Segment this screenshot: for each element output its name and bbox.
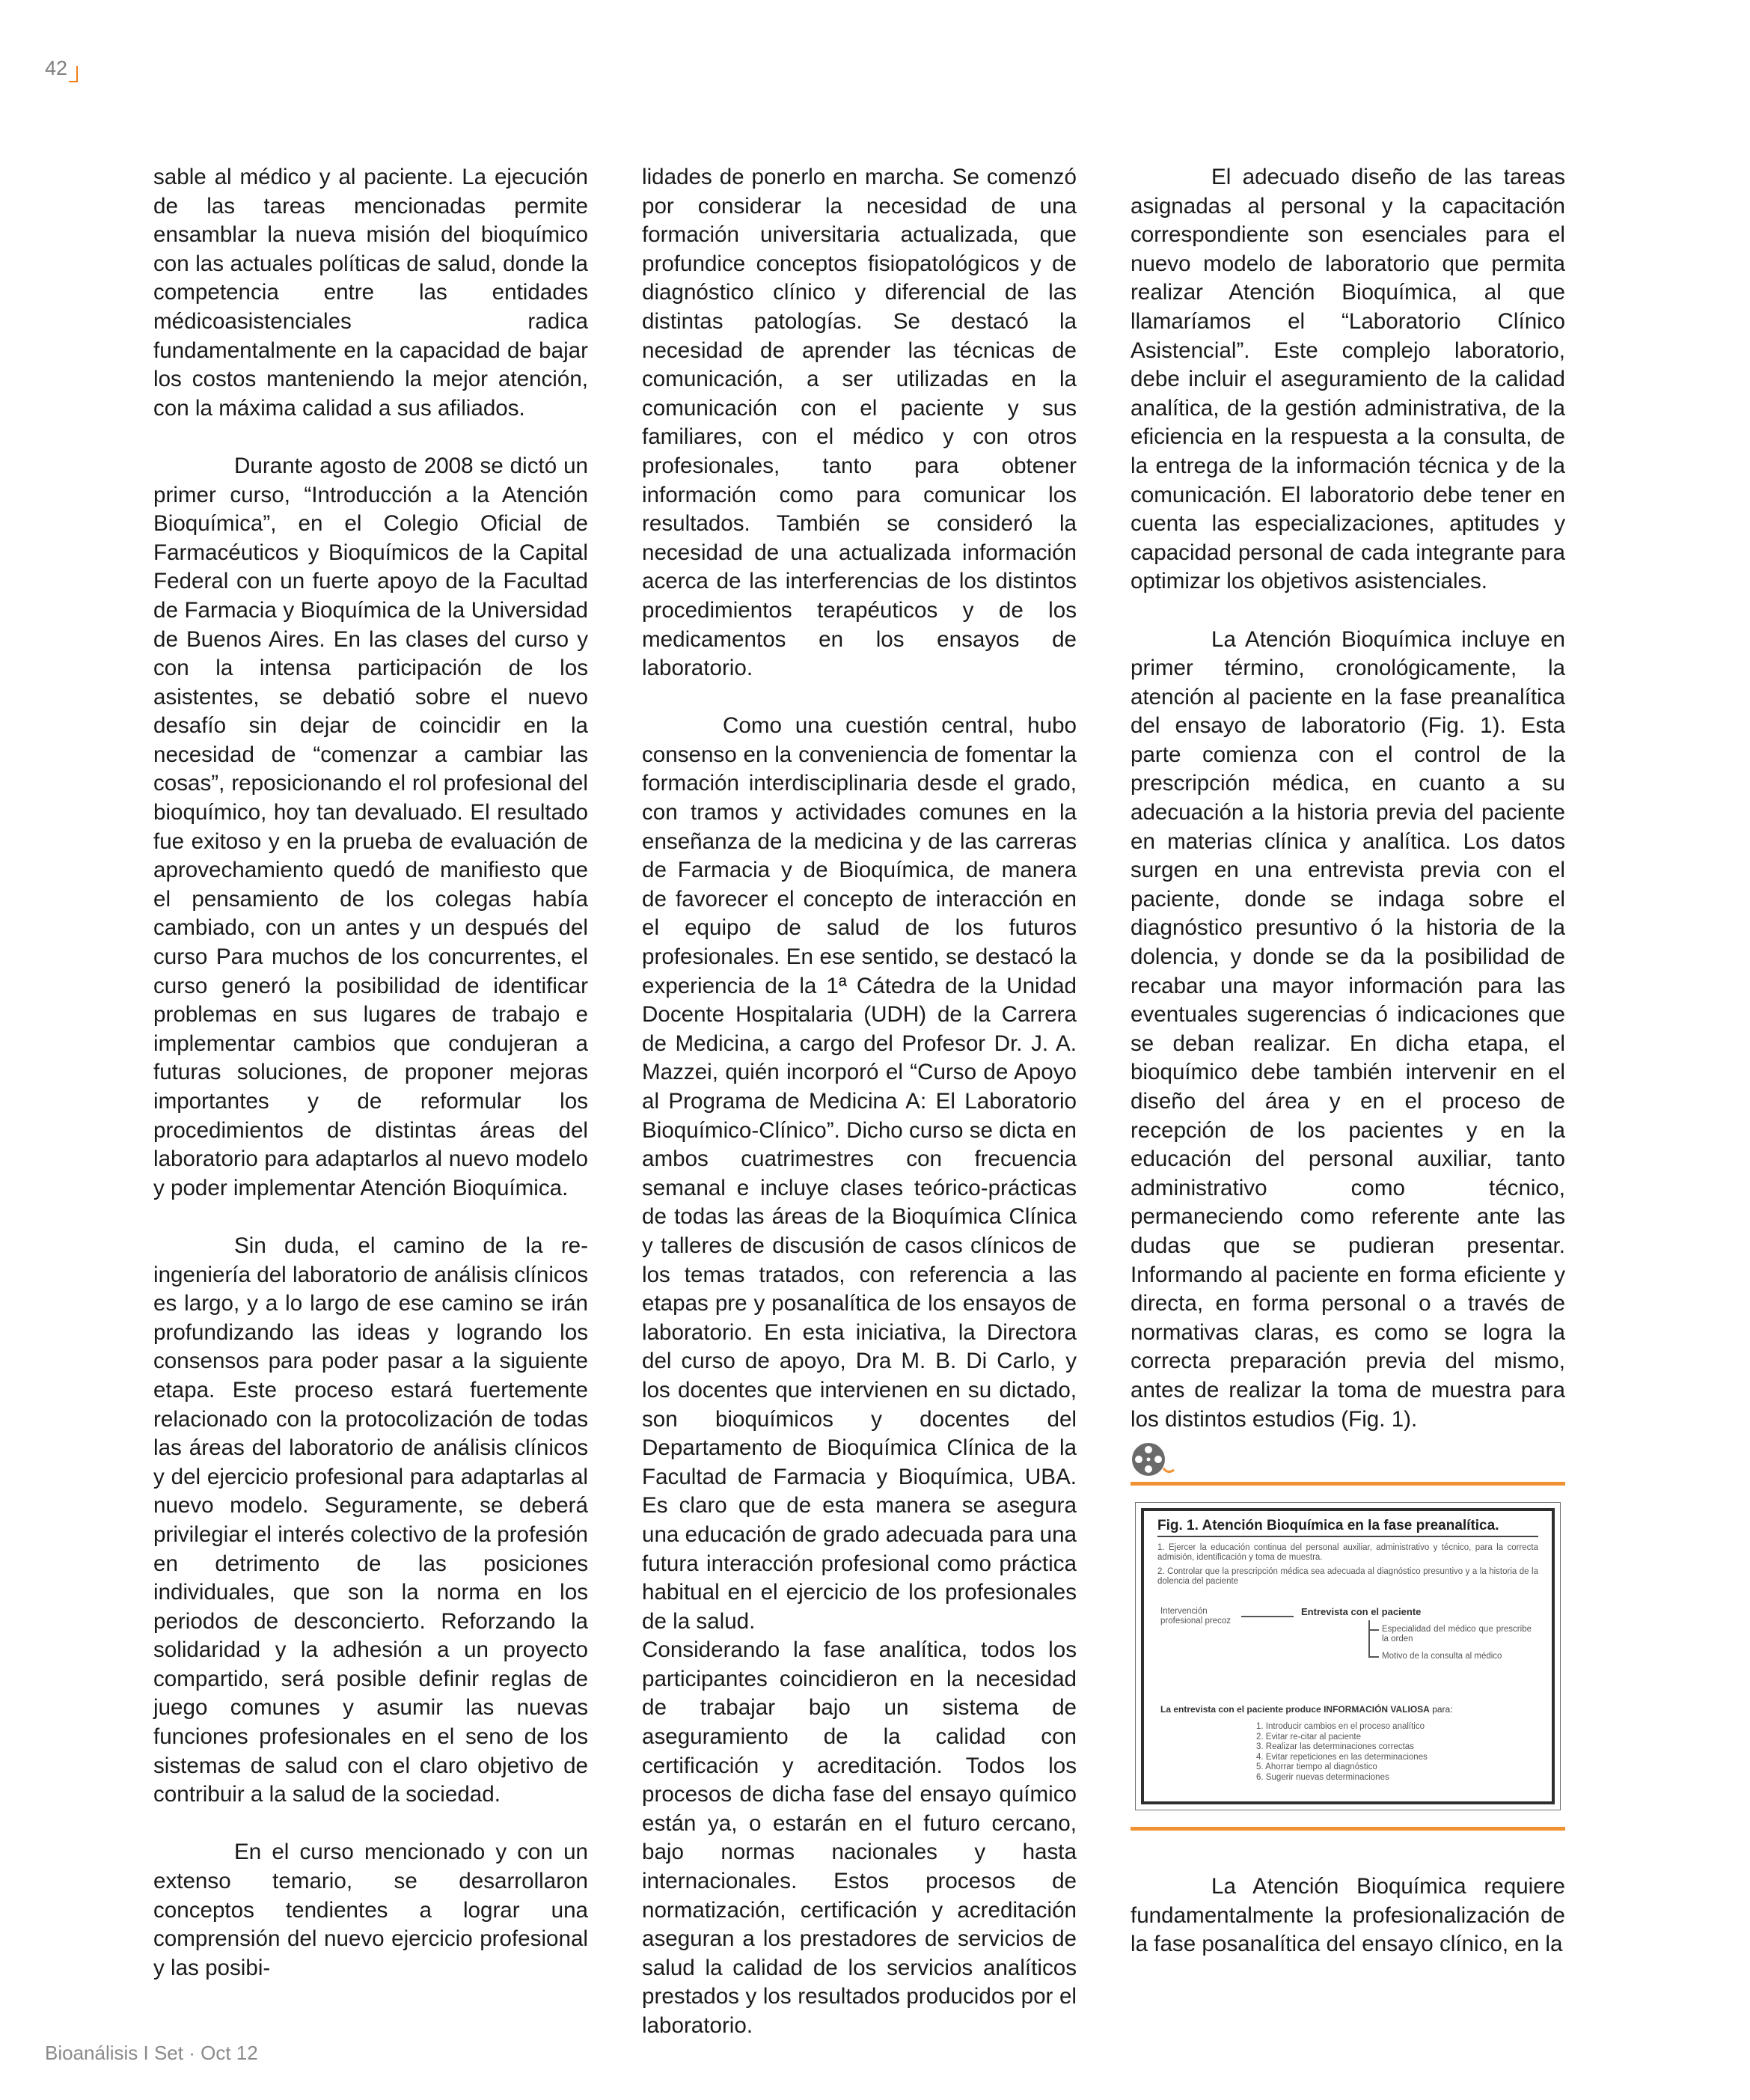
figure-top-rule: [1131, 1482, 1565, 1486]
footer-publication: Bioanálisis I Set · Oct 12: [45, 2042, 258, 2064]
figure-branch-2: Motivo de la consulta al médico: [1382, 1652, 1502, 1661]
figure-center-label: Entrevista con el paciente: [1301, 1606, 1422, 1618]
col3-paragraph-1: El adecuado diseño de las tareas asignadas al personal y la capacitación correspondiente son esenciales para el nuevo modelo de laboratorio que permita realizar Atención Bioquímica, al que llamaríamos el “Laboratorio Clínico Asistencial”. Este complejo laboratorio, debe incluir el aseguramiento de la calidad analítica, de la gestión administrativa, de la eficiencia en la respuesta a la consulta, de la entrega de la información técnica y de la comunicación. El laboratorio debe tener en cuenta las especializaciones, aptitudes y capacidad personal de cada integrante para optimizar los objetivos asistenciales.: [1131, 165, 1565, 594]
figure-goals-list: [1256, 1722, 1428, 1783]
figure-item-1: 1. Ejercer la educación continua del personal auxiliar, administrativo y técnico, para la correcta admisión, identificación y toma de muestra.: [1157, 1543, 1538, 1563]
figure-goal: 5. Ahorrar tiempo al diagnóstico: [1256, 1762, 1377, 1772]
figure-title: Fig. 1. Atención Bioquímica en la fase preanalítica.: [1157, 1518, 1499, 1534]
figure-1: [1135, 1502, 1561, 1810]
figure-conclusion-prefix: La entrevista con el paciente produce: [1160, 1704, 1324, 1715]
column-1: [153, 163, 588, 2012]
figure-title-rule: [1157, 1536, 1538, 1537]
col1-paragraph-3: Sin duda, el camino de la re-ingeniería del laboratorio de análisis clínicos es largo, y a lo largo de ese camino se irán profundizando las ideas y logrando los consensos para poder pasar a la siguiente etapa. Este proceso estará fuertemente relacionado con la protocolización de todas las áreas del laboratorio de análisis clínicos y del ejercicio profesional para adaptarlas al nuevo modelo. Seguramente, se deberá privilegiar el interés colectivo de la profesión en detrimento de las posiciones individuales, que son la norma en los periodos de desconcierto. Reforzando la solidaridad y la adhesión a un proyecto compartido, será posible definir reglas de juego comunes y asumir las nuevas funciones profesionales en el seno de los sistemas de salud con el claro objetivo de contribuir a la salud de la sociedad.: [153, 1233, 588, 1807]
col1-paragraph-4: En el curso mencionado y con un extenso temario, se desarrollaron conceptos tendientes a lograr una comprensión del nuevo ejercicio profesional y las posibi-: [153, 1840, 588, 1980]
col3-paragraph-3: La Atención Bioquímica requiere fundamentalmente la profesionalización de la fase posanalítica del ensayo clínico, en la: [1131, 1874, 1565, 1957]
column-2: [642, 163, 1077, 2069]
figure-conclusion: [1160, 1704, 1453, 1715]
col3-paragraph-2: La Atención Bioquímica incluye en primer término, cronológicamente, la atención al paciente en la fase preanalítica del ensayo de laboratorio (Fig. 1). Esta parte comienza con el control de la prescripción médica, en cuanto a su adecuación a la historia previa del paciente en materias clínica y analítica. Los datos surgen en una entrevista previa con el paciente, donde se indaga sobre el diagnóstico presuntivo ó la historia de la dolencia, y donde se da la posibilidad de recabar una mayor información para las eventuales sugerencias ó indicaciones que se deban realizar. En dicha etapa, el bioquímico debe también intervenir en el diseño del área y en el proceso de recepción de los pacientes y en la educación del personal auxiliar, tanto administrativo como técnico, permaneciendo como referente ante las dudas que se pudieran presentar. Informando al paciente en forma eficiente y directa, en forma personal o a través de normativas claras, es como se logra la correcta preparación previa del mismo, antes de realizar la toma de muestra para los distintos estudios (Fig. 1).: [1131, 626, 1565, 1432]
figure-conclusion-bold: INFORMACIÓN VALIOSA: [1324, 1704, 1430, 1715]
col2-paragraph-1: lidades de ponerlo en marcha. Se comenzó por considerar la necesidad de una formación universitaria actualizada, que profundice conceptos fisiopatológicos y de diagnóstico clínico y diferencial de las distintas patologías. Se destacó la necesidad de aprender las técnicas de comunicación, a ser utilizadas en la comunicación con el paciente y sus familiares, con el médico y con otros profesionales, tanto para obtener información como para comunicar los resultados. También se consideró la necesidad de una actualizada información acerca de las interferencias de los distintos procedimientos terapéuticos y de los medicamentos en los ensayos de laboratorio.: [642, 165, 1077, 681]
figure-goal: 4. Evitar repeticiones en las determinaciones: [1256, 1752, 1428, 1762]
figure-goal: 3. Realizar las determinaciones correctas: [1256, 1742, 1414, 1752]
figure-connector-line: [1241, 1616, 1294, 1617]
figure-branch-1: Especialidad del médico que prescribe la orden: [1382, 1625, 1532, 1644]
figure-1-inner: [1141, 1508, 1555, 1804]
figure-left-label: Intervención profesional precoz: [1160, 1607, 1231, 1626]
figure-branch-tick-1: [1370, 1629, 1379, 1631]
figure-bottom-rule: [1131, 1827, 1565, 1831]
figure-item-2: 2. Controlar que la prescripción médica sea adecuada al diagnóstico presuntivo y a la historia de la dolencia del paciente: [1157, 1567, 1538, 1587]
figure-branch-tick-2: [1370, 1656, 1379, 1658]
page-number-mark: [69, 66, 78, 82]
figure-goal: 1. Introducir cambios en el proceso analítico: [1256, 1722, 1425, 1732]
col2-paragraph-2: Como una cuestión central, hubo consenso en la conveniencia de fomentar la formación interdisciplinaria desde el grado, con tramos y actividades comunes en la enseñanza de la medicina y de las carreras de Farmacia y de Bioquímica, de manera de favorecer el concepto de interacción en el equipo de salud de los futuros profesionales. En ese sentido, se destacó la experiencia de la 1ª Cátedra de la Unidad Docente Hospitalaria (UDH) de la Carrera de Medicina, a cargo del Profesor Dr. J. A. Mazzei, quién incorporó el “Curso de Apoyo al Programa de Medicina A: El Laboratorio Bioquímico-Clínico”. Dicho curso se dicta en ambos cuatrimestres con frecuencia semanal e incluye clases teórico-prácticas de todas las áreas de la Bioquímica Clínica y talleres de discusión de casos clínicos de los temas tratados, con referencia a las etapas pre y posanalítica de los ensayos de laboratorio. En esta iniciativa, la Directora del curso de apoyo, Dra M. B. Di Carlo, y los docentes que intervienen en su dictado, son bioquímicos y docentes del Departamento de Bioquímica Clínica de la Facultad de Farmacia y Bioquímica, UBA. Es claro que de esta manera se asegura una educación de grado adecuada para una futura interacción profesional como práctica habitual en el ejercicio de los profesionales de la salud.: [642, 713, 1077, 1634]
figure-goal: 6. Sugerir nuevas determinaciones: [1256, 1772, 1389, 1782]
figure-goal: 2. Evitar re-citar al paciente: [1256, 1732, 1361, 1742]
figure-conclusion-suffix: para:: [1429, 1704, 1453, 1715]
col2-paragraph-3: Considerando la fase analítica, todos los participantes coincidieron en la necesidad de trabajar bajo un sistema de aseguramiento de la calidad con certificación y acreditación. Todos los procesos de dicha fase del ensayo químico están ya, o estarán en el futuro cercano, bajo normas nacionales y hasta internacionales. Estos procesos de normatización, certificación y acreditación aseguran a los prestadores de servicios de salud la calidad de los servicios analíticos prestados y los resultados producidos por el laboratorio.: [642, 1637, 1077, 2038]
film-reel-icon: [1131, 1440, 1565, 1482]
page-number: 42: [45, 57, 68, 79]
figure-branch-line: [1368, 1620, 1370, 1658]
column-3: [1131, 163, 1565, 1988]
col1-paragraph-2: Durante agosto de 2008 se dictó un primer curso, “Introducción a la Atención Bioquímica”, en el Colegio Oficial de Farmacéuticos y Bioquímicos de la Capital Federal con un fuerte apoyo de la Facultad de Farmacia y Bioquímica de la Universidad de Buenos Aires. En las clases del curso y con la intensa participación de los asistentes, se debatió sobre el nuevo desafío sin dejar de coincidir en la necesidad de “comenzar a cambiar las cosas”, reposicionando el rol profesional del bioquímico, hoy tan devaluado. El resultado fue exitoso y en la prueba de evaluación de aprovechamiento quedó de manifiesto que el pensamiento de los colegas había cambiado, con un antes y un después del curso Para muchos de los concurrentes, el curso generó la posibilidad de identificar problemas en sus lugares de trabajo e implementar cambios que condujeran a futuras soluciones, de proponer mejoras importantes y de reformular los procedimientos de distintas áreas del laboratorio para adaptarlos al nuevo modelo y poder implementar Atención Bioquímica.: [153, 453, 588, 1200]
col1-paragraph-1: sable al médico y al paciente. La ejecución de las tareas mencionadas permite ensamblar la nueva misión del bioquímico con las actuales políticas de salud, donde la competencia entre las entidades médicoasistenciales radica fundamentalmente en la capacidad de bajar los costos manteniendo la mejor atención, con la máxima calidad a sus afiliados.: [153, 165, 588, 421]
